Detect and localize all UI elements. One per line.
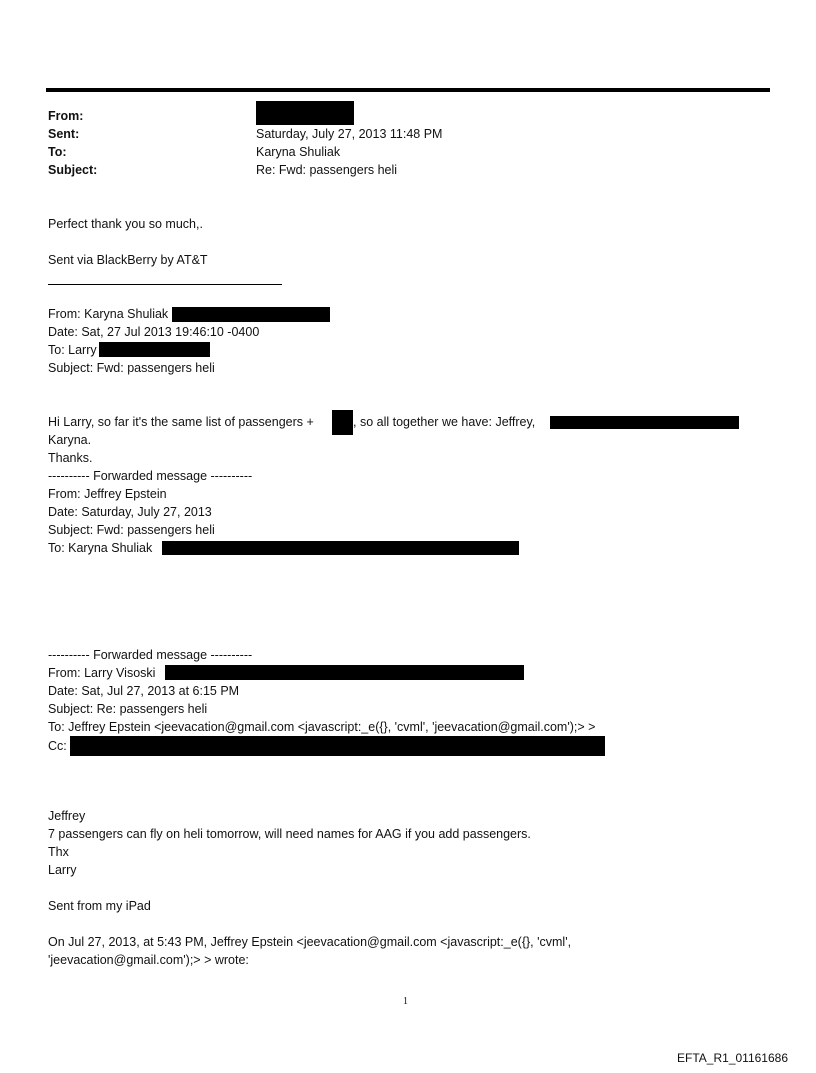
fwd1-date: Date: Saturday, July 27, 2013: [48, 505, 212, 519]
msg1-body-line2: Karyna.: [48, 433, 92, 447]
quote-line2: 'jeevacation@gmail.com');> > wrote:: [48, 953, 249, 967]
redaction-from: [256, 101, 354, 125]
redaction-msg1-from: [172, 307, 330, 322]
larry-greeting: Jeffrey: [48, 809, 86, 823]
fwd2-to: To: Jeffrey Epstein <jeevacation@gmail.com <javascript:_e({}, 'cvml', 'jeevacation@gmail.com');> >: [48, 720, 596, 734]
msg1-body-line1a: Hi Larry, so far it's the same list of passengers +: [48, 415, 314, 429]
subject-label: Subject:: [48, 163, 98, 177]
fwd1-to: To: Karyna Shuliak: [48, 541, 153, 555]
redaction-fwd2-from: [165, 665, 524, 680]
sent-value: Saturday, July 27, 2013 11:48 PM: [256, 127, 443, 141]
msg1-to: To: Larry: [48, 343, 97, 357]
fwd1-from: From: Jeffrey Epstein: [48, 487, 167, 501]
separator-line: [48, 284, 282, 285]
larry-line1: 7 passengers can fly on heli tomorrow, will need names for AAG if you add passengers.: [48, 827, 531, 841]
fwd2-date: Date: Sat, Jul 27, 2013 at 6:15 PM: [48, 684, 240, 698]
msg1-body-line1b: , so all together we have: Jeffrey,: [353, 415, 536, 429]
msg1-date: Date: Sat, 27 Jul 2013 19:46:10 -0400: [48, 325, 260, 339]
fwd2-marker: ---------- Forwarded message ----------: [48, 648, 253, 662]
quote-line1: On Jul 27, 2013, at 5:43 PM, Jeffrey Epstein <jeevacation@gmail.com <javascript:_e({}, 'cvml',: [48, 935, 572, 949]
document-id: EFTA_R1_01161686: [677, 1051, 788, 1065]
reply-signature: Sent via BlackBerry by AT&T: [48, 253, 208, 267]
subject-value: Re: Fwd: passengers heli: [256, 163, 398, 177]
larry-line2: Thx: [48, 845, 69, 859]
page-number: 1: [403, 996, 408, 1007]
msg1-body-line3: Thanks.: [48, 451, 93, 465]
fwd2-subject: Subject: Re: passengers heli: [48, 702, 208, 716]
reply-line: Perfect thank you so much,.: [48, 217, 203, 231]
to-value: Karyna Shuliak: [256, 145, 341, 159]
fwd1-subject: Subject: Fwd: passengers heli: [48, 523, 215, 537]
redaction-fwd1-to: [162, 541, 519, 555]
msg1-from: From: Karyna Shuliak: [48, 307, 169, 321]
redaction-passenger-list: [550, 416, 739, 429]
redaction-msg1-to: [99, 342, 210, 357]
header-rule: [46, 88, 770, 92]
fwd2-cc: Cc:: [48, 739, 67, 753]
larry-signature: Larry: [48, 863, 77, 877]
sent-label: Sent:: [48, 127, 80, 141]
msg1-subject: Subject: Fwd: passengers heli: [48, 361, 215, 375]
to-label: To:: [48, 145, 67, 159]
redaction-fwd2-cc: [70, 736, 605, 756]
larry-sent-from: Sent from my iPad: [48, 899, 151, 913]
redaction-passenger: [332, 410, 353, 435]
fwd1-marker: ---------- Forwarded message ----------: [48, 469, 253, 483]
fwd2-from: From: Larry Visoski: [48, 666, 156, 680]
from-label: From:: [48, 109, 84, 123]
